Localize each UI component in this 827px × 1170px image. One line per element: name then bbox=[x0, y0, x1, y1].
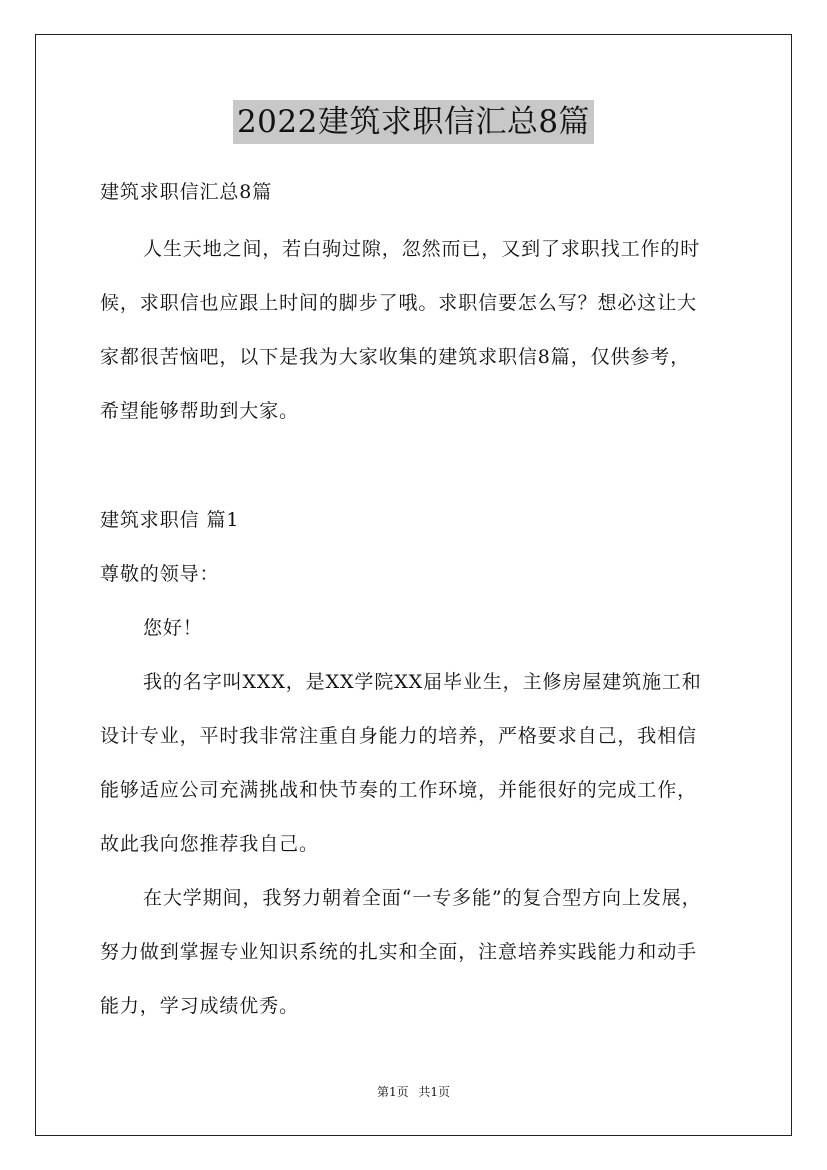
greeting: 您好！ bbox=[143, 617, 203, 639]
page-footer bbox=[0, 1084, 827, 1100]
title-container bbox=[0, 100, 827, 144]
paragraph-line: 我的名字叫XXX，是XX学院XX届毕业生，主修房屋建筑施工和 bbox=[143, 671, 702, 693]
intro-line: 希望能够帮助到大家。 bbox=[100, 400, 300, 422]
page-number: 第1页 bbox=[376, 1085, 409, 1099]
intro-line: 人生天地之间，若白驹过隙，忽然而已，又到了求职找工作的时 bbox=[143, 238, 701, 260]
intro-line: 候，求职信也应跟上时间的脚步了哦。求职信要怎么写？想必这让大 bbox=[100, 292, 698, 314]
paragraph-line: 故此我向您推荐我自己。 bbox=[100, 833, 319, 855]
paragraph-line: 能力，学习成绩优秀。 bbox=[100, 995, 300, 1017]
paragraph-line: 能够适应公司充满挑战和快节奏的工作环境，并能很好的完成工作， bbox=[100, 779, 698, 801]
section-heading: 建筑求职信 篇1 bbox=[100, 509, 240, 531]
page-total: 共1页 bbox=[418, 1085, 451, 1099]
salutation: 尊敬的领导： bbox=[100, 563, 220, 585]
intro-line: 家都很苦恼吧，以下是我为大家收集的建筑求职信8篇，仅供参考， bbox=[100, 346, 691, 368]
paragraph-line: 设计专业，平时我非常注重自身能力的培养，严格要求自己，我相信 bbox=[100, 725, 698, 747]
document-subtitle: 建筑求职信汇总8篇 bbox=[100, 181, 273, 203]
paragraph-line: 努力做到掌握专业知识系统的扎实和全面，注意培养实践能力和动手 bbox=[100, 941, 698, 963]
document-title: 2022建筑求职信汇总8篇 bbox=[233, 100, 594, 144]
paragraph-line: 在大学期间，我努力朝着全面“一专多能”的复合型方向上发展， bbox=[143, 887, 702, 909]
